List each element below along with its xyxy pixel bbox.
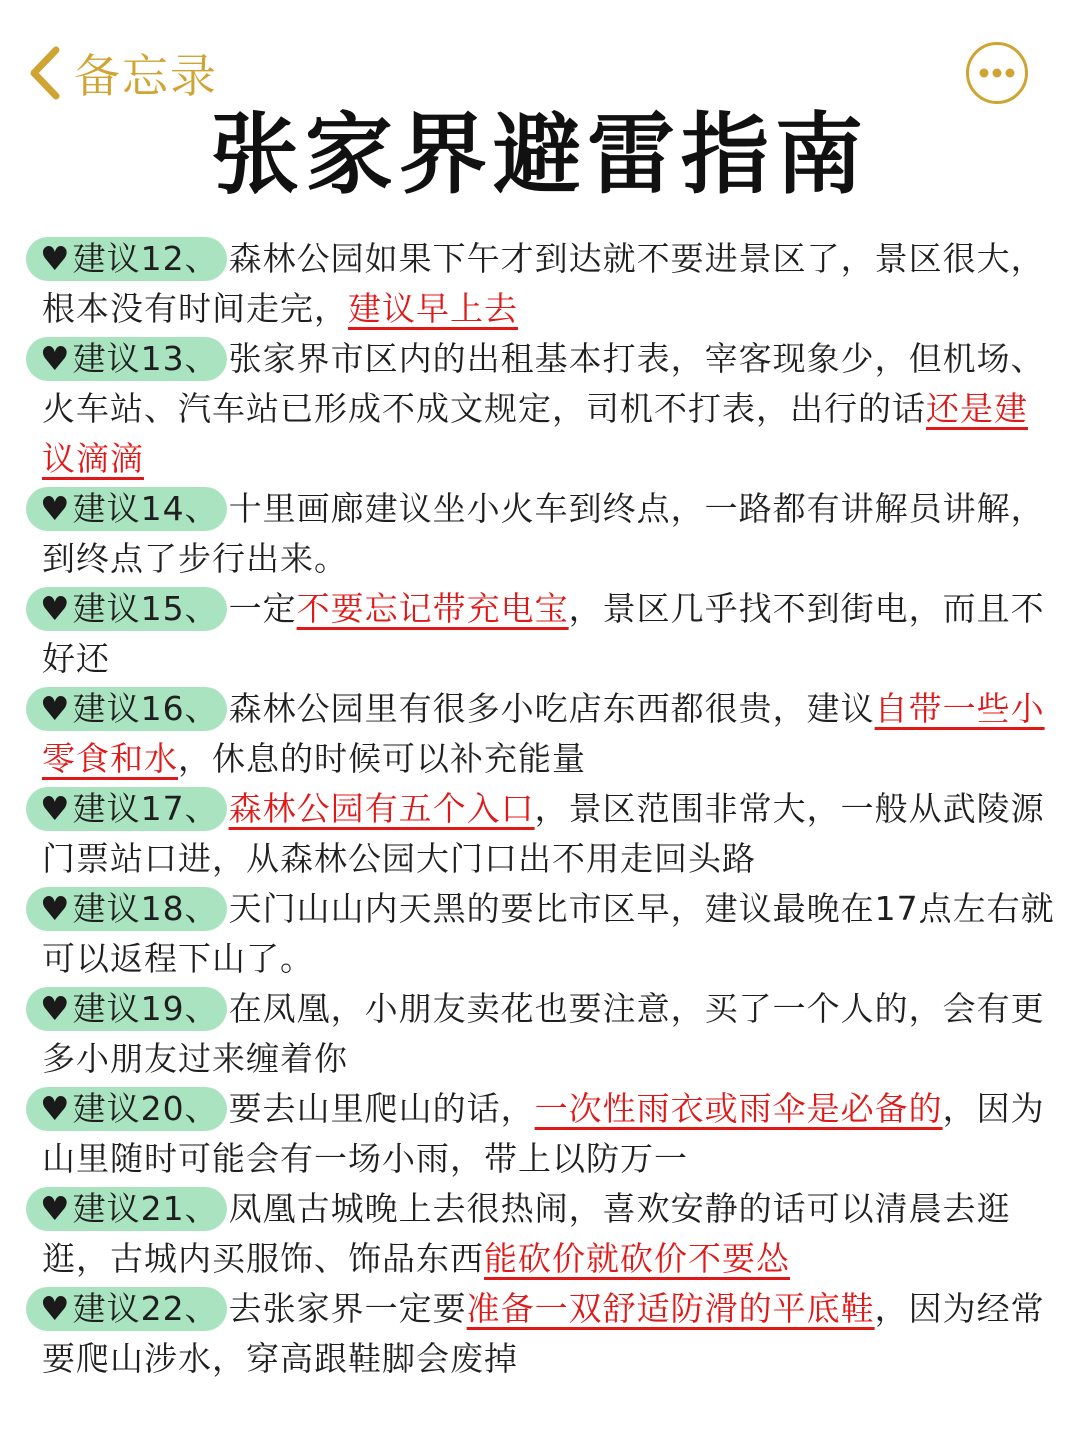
tip-item <box>26 1184 1056 1284</box>
tip-text: 去张家界一定要 <box>228 1289 467 1328</box>
heart-icon: ♥ <box>40 1289 71 1328</box>
heart-icon: ♥ <box>40 489 71 528</box>
tip-badge <box>26 587 227 631</box>
tip-badge-label: 建议17、 <box>72 789 219 828</box>
back-button[interactable] <box>22 38 218 108</box>
heart-icon: ♥ <box>40 1189 71 1228</box>
tip-text-after: ，休息的时候可以补充能量 <box>178 739 586 778</box>
tip-badge <box>26 987 227 1031</box>
tip-highlight: 建议早上去 <box>348 289 518 328</box>
tip-text-after: ，因为山里随时可能会有一场小雨，带上以防万一 <box>42 1089 1045 1178</box>
tip-text: 森林公园里有很多小吃店东西都很贵，建议 <box>228 689 875 728</box>
tip-item <box>26 984 1056 1084</box>
tip-badge-label: 建议15、 <box>72 589 219 628</box>
heart-icon: ♥ <box>40 689 71 728</box>
tip-text: 一定 <box>228 589 297 628</box>
tip-text: 十里画廊建议坐小火车到终点，一路都有讲解员讲解，到终点了步行出来。 <box>42 489 1045 578</box>
more-horizontal-icon <box>977 67 1017 79</box>
heart-icon: ♥ <box>40 889 71 928</box>
tip-text: 要去山里爬山的话， <box>228 1089 535 1128</box>
heart-icon: ♥ <box>40 789 71 828</box>
tip-badge-label: 建议16、 <box>72 689 219 728</box>
tip-badge-label: 建议19、 <box>72 989 219 1028</box>
tip-text: 在凤凰，小朋友卖花也要注意，买了一个人的，会有更多小朋友过来缠着你 <box>42 989 1045 1078</box>
tip-text-after: ，因为经常要爬山涉水，穿高跟鞋脚会废掉 <box>42 1289 1045 1378</box>
tip-badge-label: 建议21、 <box>72 1189 219 1228</box>
tip-badge-label: 建议13、 <box>72 339 219 378</box>
tip-highlight: 能砍价就砍价不要怂 <box>484 1239 790 1278</box>
tip-item <box>26 234 1056 334</box>
tip-badge <box>26 887 227 931</box>
tip-item <box>26 684 1056 784</box>
heart-icon: ♥ <box>40 589 71 628</box>
tip-highlight: 还是建议滴滴 <box>42 389 1028 478</box>
tip-badge-label: 建议20、 <box>72 1089 219 1128</box>
tip-item <box>26 784 1056 884</box>
tip-text: 天门山山内天黑的要比市区早，建议最晚在17点左右就可以返程下山了。 <box>42 889 1055 978</box>
tip-badge <box>26 237 227 281</box>
tip-badge <box>26 687 227 731</box>
tip-text: 凤凰古城晚上去很热闹，喜欢安静的话可以清晨去逛逛，古城内买服饰、饰品东西 <box>42 1189 1011 1278</box>
tip-highlight: 自带一些小零食和水 <box>42 689 1045 778</box>
tip-item <box>26 1284 1056 1384</box>
heart-icon: ♥ <box>40 1089 71 1128</box>
tip-item <box>26 334 1056 484</box>
tip-highlight: 一次性雨衣或雨伞是必备的 <box>534 1089 943 1128</box>
more-button[interactable] <box>966 42 1028 104</box>
tip-badge <box>26 1087 227 1131</box>
tip-highlight: 准备一双舒适防滑的平底鞋 <box>466 1289 875 1328</box>
tip-badge <box>26 337 227 381</box>
tip-highlight: 不要忘记带充电宝 <box>296 589 569 628</box>
tip-highlight: 森林公园有五个入口 <box>228 789 535 828</box>
tip-badge-label: 建议18、 <box>72 889 219 928</box>
heart-icon: ♥ <box>40 339 71 378</box>
tip-text: 张家界市区内的出租基本打表，宰客现象少，但机场、火车站、汽车站已形成不成文规定，司机不打表，出行的话 <box>42 339 1045 428</box>
heart-icon: ♥ <box>40 989 71 1028</box>
tip-badge-label: 建议12、 <box>72 239 219 278</box>
page-title: 张家界避雷指南 <box>210 103 869 206</box>
tip-badge <box>26 487 227 531</box>
back-label: 备忘录 <box>74 49 218 103</box>
tip-badge-label: 建议14、 <box>72 489 219 528</box>
tip-badge-label: 建议22、 <box>72 1289 219 1328</box>
tip-badge <box>26 1287 227 1331</box>
tip-text-after: ，景区几乎找不到街电，而且不好还 <box>42 589 1045 678</box>
chevron-left-icon <box>22 38 66 108</box>
tip-item <box>26 1084 1056 1184</box>
tip-item <box>26 584 1056 684</box>
tip-badge <box>26 1187 227 1231</box>
top-bar <box>0 0 1080 110</box>
tip-list <box>26 234 1056 1384</box>
heart-icon: ♥ <box>40 239 71 278</box>
tip-text-after: ，景区范围非常大，一般从武陵源门票站口进，从森林公园大门口出不用走回头路 <box>42 789 1045 878</box>
tip-item <box>26 484 1056 584</box>
tip-item <box>26 884 1056 984</box>
tip-text: 森林公园如果下午才到达就不要进景区了，景区很大，根本没有时间走完， <box>42 239 1045 328</box>
tip-badge <box>26 787 227 831</box>
